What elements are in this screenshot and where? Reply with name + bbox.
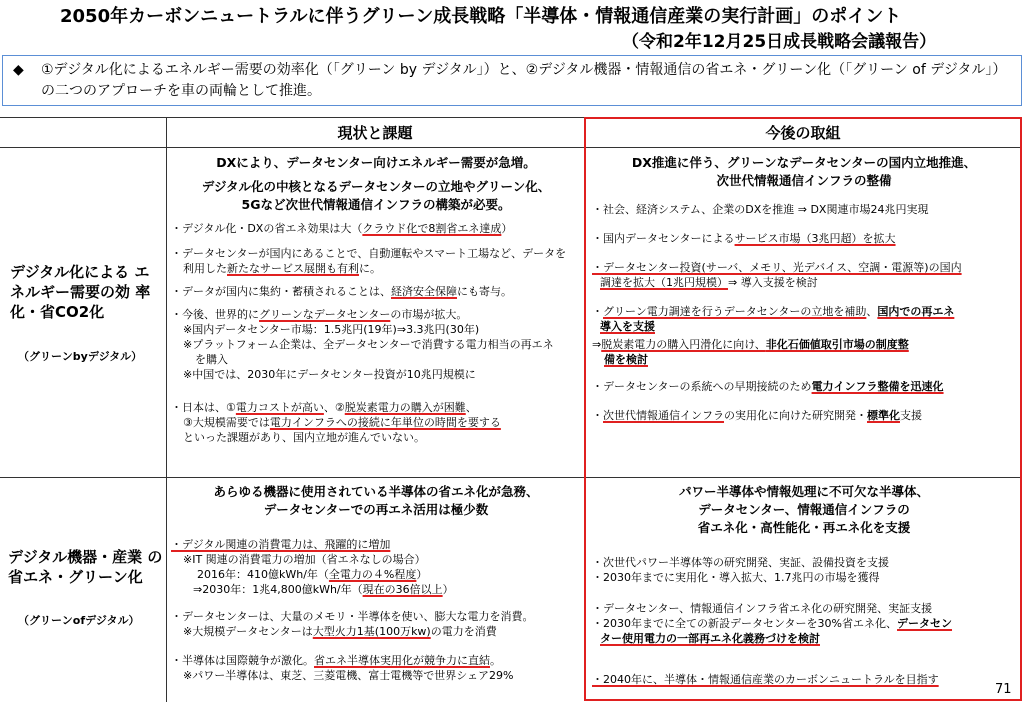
label-column-divider xyxy=(166,117,167,702)
note-line: を購入 xyxy=(195,353,228,366)
list-item xyxy=(171,284,581,299)
text: ・データセンターの系統への早期接続のため xyxy=(592,380,812,393)
underlined-text: 電力インフラへの接続に年単位の時間を要する xyxy=(269,416,501,429)
text: ・データセンターが国内にあることで、自動運転やスマート工場など、データを xyxy=(171,247,567,260)
list-item xyxy=(592,231,1016,246)
text: ・2030年までに全ての新設データセンターを30%省エネ化、 xyxy=(592,617,898,630)
text: ⇒ 導入支援を検討 xyxy=(728,276,818,289)
page-subtitle: （令和2年12月25日成長戦略会議報告） xyxy=(622,32,937,52)
underlined-text: 現在の36倍以上 xyxy=(362,583,443,596)
row2-current-heading xyxy=(171,483,581,519)
underlined-bold-text: 非化石価値取引市場の制度整 xyxy=(765,338,909,351)
text: 。 xyxy=(490,654,501,667)
text: ） xyxy=(416,568,428,581)
text: ） xyxy=(442,583,454,596)
text: ・半導体は国際競争が激化。 xyxy=(171,654,314,667)
heading-line: 省エネ化・高性能化・再エネ化を支援 xyxy=(697,520,911,535)
text: ・デジタル化・DXの省エネ効果は大（ xyxy=(171,222,363,235)
list-item-continued xyxy=(171,415,581,430)
list-item xyxy=(592,337,1016,352)
row2-future-heading xyxy=(592,483,1016,537)
list-item: ・社会、経済システム、企業のDXを推進 ⇒ DX関連市場24兆円実現 xyxy=(592,203,929,216)
text: の実用化に向けた研究開発・ xyxy=(724,409,867,422)
underlined-text: 調達を拡大（1兆円規模） xyxy=(600,276,728,289)
summary-text: ①デジタル化によるエネルギー需要の効率化（「グリーン by デジタル」）と、②デジタル機器・情報通信の省エネ・グリーン化（「グリーン of デジタル」）の二つのアプローチを車の両輪として推進。 xyxy=(41,62,1007,99)
underlined-bold-text: 国内での再エネ xyxy=(877,305,955,318)
text: ・日本は、① xyxy=(171,401,236,414)
heading-line: 次世代情報通信インフラの整備 xyxy=(716,173,892,188)
note-line: ※国内データセンター市場：1.5兆円(19年)⇒3.3兆円(30年) xyxy=(183,323,480,336)
row1-label: デジタル化による エネルギー需要の効 率化・省CO2化 xyxy=(10,263,151,321)
underlined-text: グリーン電力調達を行うデータセンターの立地を補助 xyxy=(603,305,867,318)
list-item: ・デジタル関連の消費電力は、飛躍的に増加 xyxy=(171,538,391,551)
text: ⇒2030年：1兆4,800億kWh/年（ xyxy=(193,583,363,596)
list-item xyxy=(592,304,1016,319)
row2-label: デジタル機器・産業 の省エネ・グリーン化 xyxy=(8,548,163,586)
text: 、 xyxy=(866,305,878,318)
text: ・データが国内に集約・蓄積されることは、 xyxy=(171,285,391,298)
underlined-text: サービス市場（3兆円超）を拡大 xyxy=(734,232,896,245)
underlined-text: 脱炭素電力の購入円滑化に向け、 xyxy=(601,338,766,351)
underlined-text: 脱炭素電力の購入が困難 xyxy=(344,401,466,414)
list-item xyxy=(171,400,581,415)
underlined-bold-text: 電力インフラ整備を迅速化 xyxy=(811,380,944,393)
list-item-continued: 備を検討 xyxy=(604,353,648,366)
heading-line: DX推進に伴う、グリーンなデータセンターの国内立地推進、 xyxy=(631,155,977,170)
list-item: ・次世代パワー半導体等の研究開発、実証、設備投資を支援 xyxy=(592,556,889,569)
list-item xyxy=(171,221,581,236)
heading-line: あらゆる機器に使用されている半導体の省エネ化が急務、 xyxy=(213,484,539,499)
list-item-continued: 導入を支援 xyxy=(600,320,655,333)
heading-line: 5Gなど次世代情報通信インフラの構築が必要。 xyxy=(241,197,511,212)
note-line: ※IT 関連の消費電力の増加（省エネなしの場合） xyxy=(183,553,426,566)
text: ⇒ xyxy=(592,338,602,351)
list-item: ・2040年に、半導体・情報通信産業のカーボンニュートラルを目指す xyxy=(592,673,939,686)
text: ・ xyxy=(592,409,603,422)
text: 2016年：410億kWh/年（ xyxy=(197,568,329,581)
text: 、② xyxy=(323,401,345,414)
list-item: ・2030年までに実用化・導入拡大、1.7兆円の市場を獲得 xyxy=(592,571,880,584)
text: ・ xyxy=(592,305,603,318)
column-header-current: 現状と課題 xyxy=(337,124,413,142)
heading-line: デジタル化の中核となるデータセンターの立地やグリーン化、 xyxy=(201,179,551,194)
list-item: ・データセンター、情報通信インフラ省エネ化の研究開発、実証支援 xyxy=(592,602,933,615)
underlined-text: 全電力の４%程度 xyxy=(328,568,417,581)
underlined-text: 大型火力1基(100万kw) xyxy=(312,625,431,638)
list-item-continued: ター使用電力の一部再エネ化義務づけを検討 xyxy=(600,632,820,645)
underlined-text: 新たなサービス展開も有利 xyxy=(227,262,359,275)
underlined-bold-text: 標準化 xyxy=(867,409,900,422)
list-item xyxy=(592,408,1016,423)
list-item xyxy=(592,379,1016,394)
row2-future-cell xyxy=(592,483,1016,687)
note-line: ※パワー半導体は、東芝、三菱電機、富士電機等で世界シェア29% xyxy=(183,669,514,682)
text: ※大規模データセンターは xyxy=(183,625,313,638)
underlined-text: 次世代情報通信インフラ xyxy=(603,409,724,422)
heading-line: データセンター、情報通信インフラの xyxy=(698,502,910,517)
summary-box xyxy=(2,55,1022,106)
text: ） xyxy=(501,222,513,235)
list-item-continued xyxy=(171,261,581,276)
list-item xyxy=(592,616,1016,631)
heading-line: データセンターでの再エネ活用は極少数 xyxy=(263,502,489,517)
underlined-bold-text: データセン xyxy=(897,617,953,630)
list-item: ・データセンターは、大量のメモリ・半導体を使い、膨大な電力を消費。 xyxy=(171,610,534,623)
row2-current-cell xyxy=(171,483,581,683)
underlined-text: グリーンなデータセンター xyxy=(259,308,391,321)
heading-line: DXにより、データセンター向けエネルギー需要が急増。 xyxy=(216,155,536,170)
row2-sublabel: （グリーンofデジタル） xyxy=(18,614,140,627)
page-number: 71 xyxy=(995,682,1012,697)
underlined-text: 経済安全保障 xyxy=(391,285,457,298)
list-item: ・データセンター投資(サーバ、メモリ、光デバイス、空調・電源等)の国内 xyxy=(592,261,962,274)
row1-current-heading xyxy=(171,154,581,214)
underlined-text: クラウド化で8割省エネ達成 xyxy=(362,222,502,235)
text: にも寄与。 xyxy=(457,285,512,298)
text: に。 xyxy=(359,262,381,275)
note-line xyxy=(171,567,581,582)
row1-future-cell xyxy=(592,154,1016,423)
page-title: 2050年カーボンニュートラルに伴うグリーン成長戦略「半導体・情報通信産業の実行計画」のポイント xyxy=(60,6,902,27)
list-item xyxy=(171,653,581,668)
text: 支援 xyxy=(900,409,922,422)
underlined-text: 省エネ半導体実用化が競争力に直結 xyxy=(314,654,490,667)
text: ・国内データセンターによる xyxy=(592,232,735,245)
diamond-bullet-icon: ◆ xyxy=(13,62,24,78)
text: の市場が拡大。 xyxy=(390,308,468,321)
list-item xyxy=(171,246,581,261)
heading-line: パワー半導体や情報処理に不可欠な半導体、 xyxy=(678,484,929,499)
text: ・今後、世界的に xyxy=(171,308,259,321)
note-line xyxy=(171,624,581,639)
list-item-continued xyxy=(592,275,1016,290)
column-header-future: 今後の取組 xyxy=(765,124,841,142)
list-item-continued: といった課題があり、国内立地が進んでいない。 xyxy=(183,431,425,444)
row1-current-cell xyxy=(171,154,581,445)
underlined-text: 電力コストが高い xyxy=(235,401,324,414)
text: ③大規模需要では xyxy=(183,416,270,429)
text: 利用した xyxy=(183,262,227,275)
row1-future-heading xyxy=(592,154,1016,190)
list-item xyxy=(171,307,581,322)
row1-sublabel: （グリーンbyデジタル） xyxy=(18,350,143,363)
note-line xyxy=(171,582,581,597)
note-line: ※プラットフォーム企業は、全データセンターで消費する電力相当の再エネ xyxy=(183,338,554,351)
text: 、 xyxy=(465,401,477,414)
text: の電力を消費 xyxy=(430,625,497,638)
note-line: ※中国では、2030年にデータセンター投資が10兆円規模に xyxy=(183,368,476,381)
